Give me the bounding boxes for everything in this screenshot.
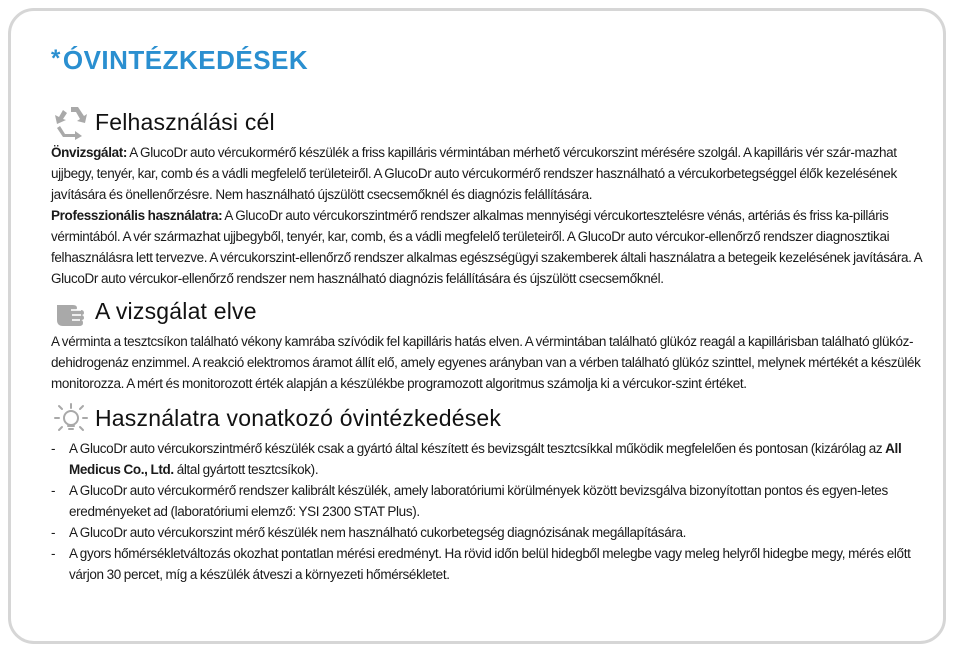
title-text: ÓVINTÉZKEDÉSEK <box>62 45 309 75</box>
item3-text: A GlucoDr auto vércukorszint mérő készülék nem használható cukorbetegség diagnózisának megállapítására. <box>69 525 687 540</box>
professional-text: A GlucoDr auto vércukorszintmérő rendszer alkalmas mennyiségi vércukortesztelésre vénás, artériás és friss ka-pilláris vérmintából. A vér származhat ujjbegyből, tenyér, kar, comb, és a vádli megfelelő területeiről. A GlucoDr auto vércukor-ellenőrző rendszer diagnosztikai felhasználásra lett tervezve. A vércukorszint-ellenőrző rendszer alkalmas egészségügyi szakemberek általi használatra a betegeik kezelésének javítására. A GlucoDr auto vércukor-ellenőrző rendszer nem használható diagnózis felállítására és újszülött csecsemőknél. <box>51 208 922 286</box>
section-principle-title: A vizsgálat elve <box>95 297 257 324</box>
self-test-label: Önvizsgálat: <box>51 145 128 160</box>
item1-text-end: által gyártott tesztcsíkok). <box>173 462 319 477</box>
principle-paragraph: A vérminta a tesztcsíkon található vékony kamrába szívódik fel kapilláris hatás elven. A vérmintában található glükóz reagál a kapillárisban található glükóz-dehidrogenáz enzimmel. A reakció elektromos áramot állít elő, amely egyenes arányban van a vérben található glükóz szinttel, melynek mértékét a készülék monitorozza. A mért és monitorozott érték alapján a készülékbe programozott algoritmus számolja ki a vércukor-szint értéket. <box>51 334 921 391</box>
document-content <box>51 45 933 585</box>
document-page <box>8 8 946 644</box>
list-item <box>51 522 933 543</box>
list-dash: - <box>51 441 56 456</box>
list-item <box>51 480 933 522</box>
item4-text: A gyors hőmérsékletváltozás okozhat pontatlan mérési eredményt. Ha rövid időn belül hidegből melegbe vagy meleg helyről hidegbe megy, mérés előtt várjon 30 percet, míg a készülék átveszi a környezeti hőmérsékletet. <box>69 546 911 582</box>
title-asterisk: * <box>51 44 61 72</box>
section-precautions-title: Használatra vonatkozó óvintézkedések <box>95 404 502 431</box>
item2-text: A GlucoDr auto vércukormérő rendszer kalibrált készülék, amely laboratóriumi körülmények között bevizsgálva bizonyítottan pontos és egyen-letes eredményeket ad (laboratóriumi elemző: YSI 2300 STAT Plus). <box>69 483 888 519</box>
section-precautions-heading <box>51 400 933 436</box>
list-dash: - <box>51 483 56 498</box>
item1-text: A GlucoDr auto vércukorszintmérő készülék csak a gyártó által készített és bevizsgált tesztcsíkkal működik megfelelően és pontosan (kizárólag az <box>69 441 886 456</box>
light-bulb-icon <box>51 400 91 436</box>
professional-label: Professzionális használatra: <box>51 208 223 223</box>
list-dash: - <box>51 546 56 561</box>
precautions-list <box>51 438 933 585</box>
list-item <box>51 438 933 480</box>
manufacturer-name: All Medicus Co., Ltd. <box>69 441 902 477</box>
recycle-arrows-icon <box>51 104 91 140</box>
self-test-text: A GlucoDr auto vércukormérő készülék a friss kapilláris vérmintában mérhető vércukorszint mérésére szolgál. A kapilláris vér szár-mazhat ujjbegy, tenyér, kar, comb és a vádli megfelelő területeiről. A GlucoDr auto vércukormérő rendszer használható a vércukorbetegséggel élők kezelésének javítására és önellenőrzésre. Nem használható újszülött csecsemőknél és diagnózis felállítására. <box>51 145 897 202</box>
hand-pointing-icon <box>51 293 91 329</box>
section-purpose-heading <box>51 104 933 140</box>
list-item <box>51 543 933 585</box>
purpose-self-test-paragraph <box>51 142 933 205</box>
purpose-professional-paragraph <box>51 205 933 289</box>
list-dash: - <box>51 525 56 540</box>
section-purpose-title: Felhasználási cél <box>95 108 275 135</box>
page-title <box>51 45 933 76</box>
section-principle-heading <box>51 293 933 329</box>
